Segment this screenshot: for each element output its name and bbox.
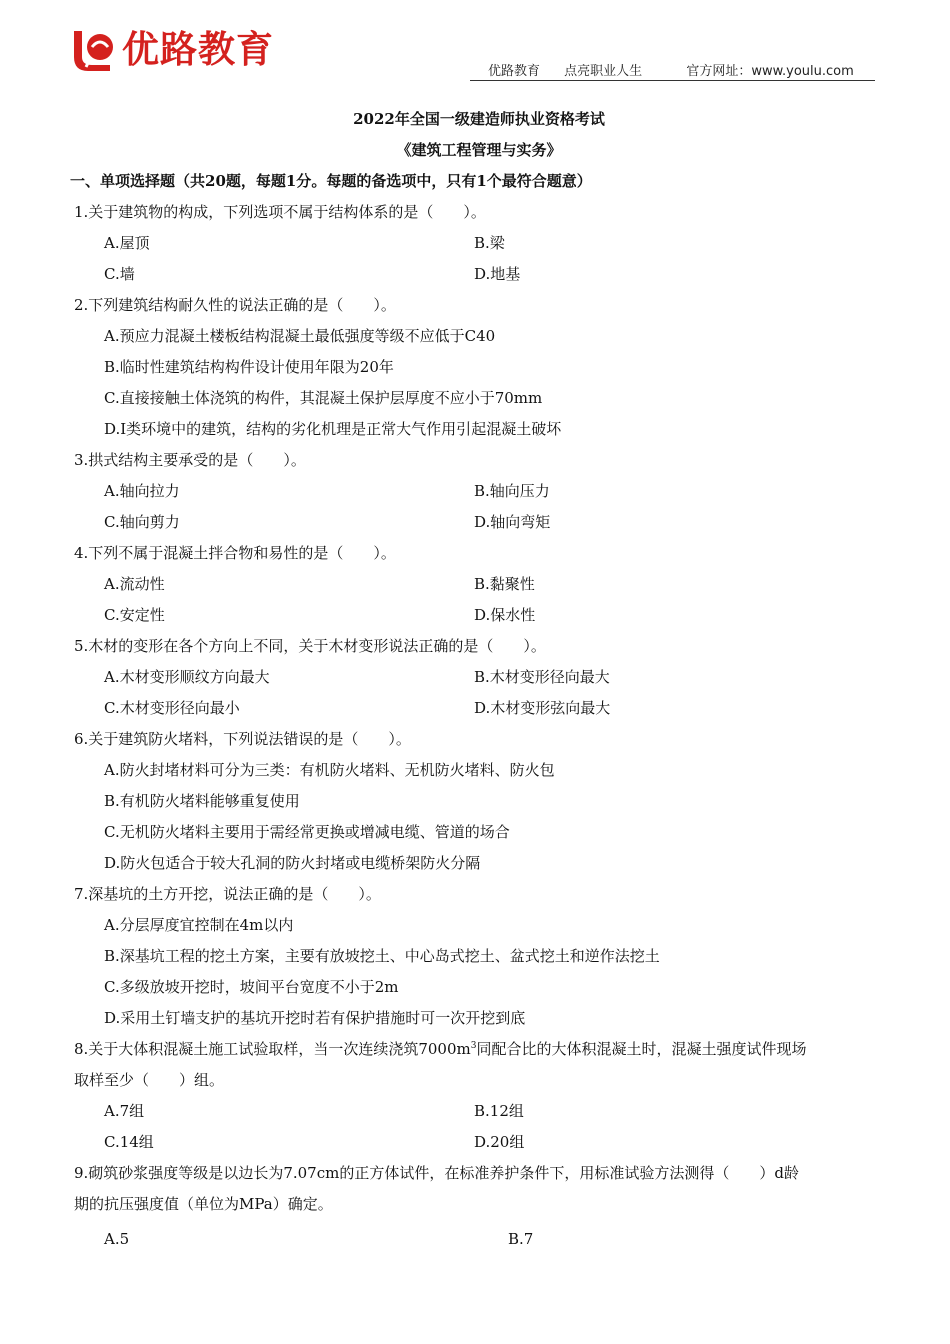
- header-divider: [470, 80, 875, 81]
- question-1-options-row-2: [74, 259, 884, 290]
- question-1: 1.关于建筑物的构成，下列选项不属于结构体系的是（ ）。: [74, 203, 486, 221]
- question-5: 5.木材的变形在各个方向上不同，关于木材变形说法正确的是（ ）。: [74, 637, 546, 655]
- question-8-options-row-1: [74, 1096, 884, 1127]
- question-3-options-row-1: [74, 476, 884, 507]
- option-b: B.深基坑工程的挖土方案，主要有放坡挖土、中心岛式挖土、盆式挖土和逆作法挖土: [104, 947, 660, 965]
- question-3: 3.拱式结构主要承受的是（ ）。: [74, 451, 306, 469]
- question-9: 9.砌筑砂浆强度等级是以边长为7.07cm的正方体试件，在标准养护条件下，用标准试验方法测得（ ）d龄: [74, 1164, 799, 1182]
- question-3-options-row-2: [74, 507, 884, 538]
- option-b: B.轴向压力: [474, 482, 550, 500]
- question-8-options-row-2: [74, 1127, 884, 1158]
- option-a: A.分层厚度宜控制在4m以内: [104, 916, 294, 934]
- question-9-options-row-1: [74, 1224, 884, 1255]
- option-a: A.预应力混凝土楼板结构混凝土最低强度等级不应低于C40: [104, 327, 496, 345]
- option-b: B.有机防火堵料能够重复使用: [104, 792, 300, 810]
- option-c: C.14组: [104, 1133, 154, 1151]
- option-d: D.木材变形弦向最大: [474, 699, 611, 717]
- youlu-logo-icon: [70, 27, 118, 73]
- superscript-3: 3: [470, 1041, 477, 1051]
- option-c: C.无机防火堵料主要用于需经常更换或增减电缆、管道的场合: [104, 823, 510, 841]
- option-d: D.轴向弯矩: [474, 513, 551, 531]
- question-8-stem-part-1: 8.关于大体积混凝土施工试验取样，当一次连续浇筑7000m: [74, 1040, 471, 1058]
- logo-text: 优路教育: [122, 28, 274, 71]
- question-8-continued: 取样至少（ ）组。: [74, 1071, 225, 1089]
- option-d: D.20组: [474, 1133, 525, 1151]
- option-d: D.Ⅰ类环境中的建筑，结构的劣化机理是正常大气作用引起混凝土破坏: [104, 420, 562, 438]
- option-b: B.梁: [474, 234, 505, 252]
- option-d: D.防火包适合于较大孔洞的防火封堵或电缆桥架防火分隔: [104, 854, 481, 872]
- option-b: B.7: [508, 1230, 534, 1248]
- option-c: C.多级放坡开挖时，坡间平台宽度不小于2m: [104, 978, 399, 996]
- question-5-options-row-2: [74, 693, 884, 724]
- option-d: D.采用土钉墙支护的基坑开挖时若有保护措施时可一次开挖到底: [104, 1009, 526, 1027]
- exam-title: 2022年全国一级建造师执业资格考试: [353, 110, 605, 128]
- section-heading: 一、单项选择题（共20题，每题1分。每题的备选项中，只有1个最符合题意）: [70, 172, 592, 190]
- question-8: [74, 1034, 884, 1065]
- option-b: B.黏聚性: [474, 575, 535, 593]
- question-4: 4.下列不属于混凝土拌合物和易性的是（ ）。: [74, 544, 396, 562]
- option-c: C.轴向剪力: [104, 513, 180, 531]
- option-c: C.直接接触土体浇筑的构件，其混凝土保护层厚度不应小于70mm: [104, 389, 543, 407]
- option-c: C.墙: [104, 265, 135, 283]
- question-4-options-row-2: [74, 600, 884, 631]
- page-header: [0, 0, 950, 92]
- option-a: A.屋顶: [104, 234, 150, 252]
- option-a: A.轴向拉力: [104, 482, 180, 500]
- option-a: A.7组: [104, 1102, 145, 1120]
- option-b: B.12组: [474, 1102, 524, 1120]
- option-a: A.防火封堵材料可分为三类：有机防火堵料、无机防火堵料、防火包: [104, 761, 555, 779]
- header-brand: 优路教育: [488, 64, 541, 79]
- exam-document: [70, 104, 884, 1255]
- question-1-options-row-1: [74, 228, 884, 259]
- option-c: C.木材变形径向最小: [104, 699, 240, 717]
- question-9-continued: 期的抗压强度值（单位为MPa）确定。: [74, 1195, 333, 1213]
- header-info: [470, 60, 875, 79]
- option-a: A.流动性: [104, 575, 165, 593]
- exam-subtitle: 《建筑工程管理与实务》: [396, 141, 562, 159]
- question-5-options-row-1: [74, 662, 884, 693]
- option-d: D.保水性: [474, 606, 536, 624]
- option-a: A.木材变形顺纹方向最大: [104, 668, 270, 686]
- question-2: 2.下列建筑结构耐久性的说法正确的是（ ）。: [74, 296, 396, 314]
- question-6: 6.关于建筑防火堵料，下列说法错误的是（ ）。: [74, 730, 411, 748]
- option-b: B.木材变形径向最大: [474, 668, 610, 686]
- option-a: A.5: [104, 1230, 130, 1248]
- question-8-stem-part-2: 同配合比的大体积混凝土时，混凝土强度试件现场: [476, 1040, 807, 1058]
- question-4-options-row-1: [74, 569, 884, 600]
- option-b: B.临时性建筑结构构件设计使用年限为20年: [104, 358, 394, 376]
- header-slogan: 点亮职业人生: [564, 64, 643, 79]
- option-c: C.安定性: [104, 606, 165, 624]
- question-7: 7.深基坑的土方开挖，说法正确的是（ ）。: [74, 885, 381, 903]
- header-website: 官方网址：www.youlu.com: [686, 64, 854, 79]
- youlu-logo: [70, 26, 274, 74]
- option-d: D.地基: [474, 265, 521, 283]
